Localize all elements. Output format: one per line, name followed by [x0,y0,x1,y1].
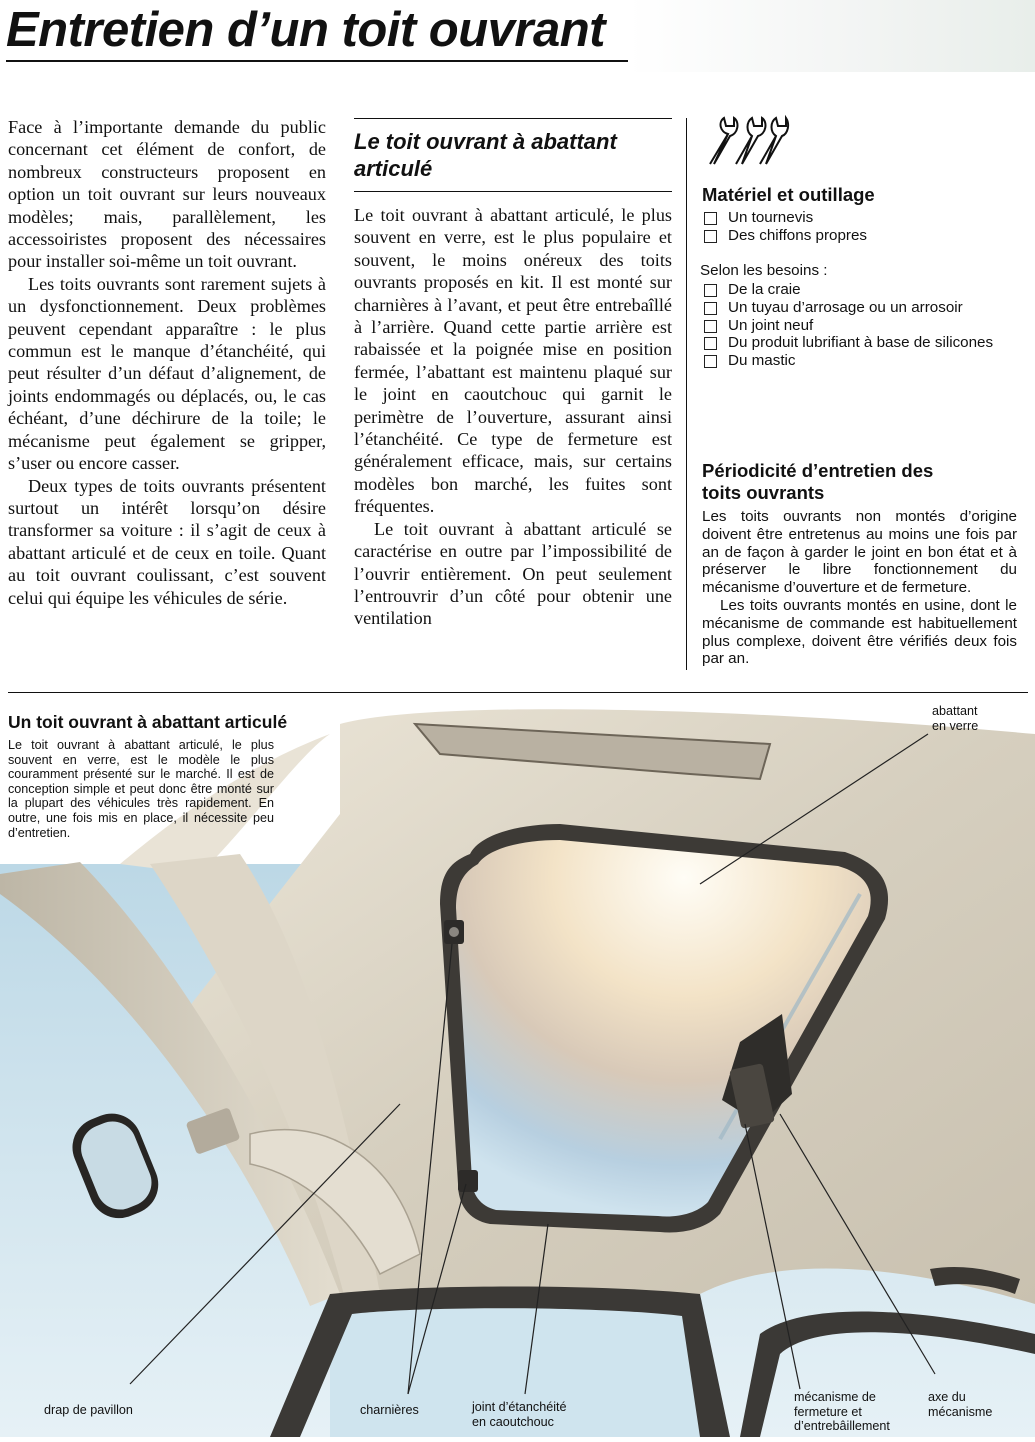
figure-caption-title: Un toit ouvrant à abattant articulé [8,712,288,732]
section-rule-bottom [354,191,672,192]
tools-heading: Matériel et outillage [702,184,875,205]
optional-list [702,281,1016,370]
label-hinges: charnières [360,1403,419,1417]
checkbox-icon [704,337,717,350]
optional-item-label: Du produit lubrifiant à base de silicones [728,334,994,352]
intro-paragraph: Face à l’importante demande du public concernant cet élément de confort, de nombreux constructeurs proposent en option un toit ouvrant sur leurs nouveaux modèles; mais, parallèlement, les accessoiristes proposent des nécessaires pour installer soi-même un toit ouvrant. [8,117,326,272]
period-paragraph: Les toits ouvrants non montés d’origine doivent être entretenus au moins une fois par an de façon à garder le joint en bon état et à préserver le libre fonctionnement du mécanisme d’ouverture et de fermeture. [702,508,1017,597]
optional-heading: Selon les besoins : [700,262,828,279]
title-rule [6,60,628,62]
label-axis: axe du mécanisme [928,1390,993,1419]
checkbox-icon [704,212,717,225]
label-mechanism: mécanisme de fermeture et d’entrebâillement [794,1390,890,1433]
section-paragraph: Le toit ouvrant à abattant articulé, le plus souvent en verre, est le plus populaire et souvent, le moins onéreux des toits ouvrants proposés en kit. Il est monté sur charnières à l’avant, et peut être entrebaîllé à l’arrière. Quand cette partie arrière est rabaissée et la poignée mise en position fermée, l’abattant est maintenu plaqué sur le joint en caoutchouc qui garnit le perimètre de l’ouverture, assurant ainsi l’étanchéité. Ce type de fermeture est généralement efficace, mais, sur certains modèles bon marché, les fuites sont fréquentes. [354,205,672,517]
label-headliner: drap de pavillon [44,1403,133,1417]
figure-caption-text: Le toit ouvrant à abattant articulé, le plus souvent en verre, est le modèle le plus couramment présenté sur le marché. Il est de conception simple et peut donc être monté sur la plupart des véhicules très rapidement. En outre, une fois mis en place, il nécessite peu d’entretien. [8,738,274,840]
tools-item-label: Un tournevis [728,209,814,226]
page-title: Entretien d’un toit ouvrant [6,3,605,57]
tools-list [702,209,1020,245]
optional-item [702,281,1016,299]
checkbox-icon [704,302,717,315]
section-column [354,204,672,670]
section-rule-top [354,118,672,119]
optional-item-label: De la craie [728,281,801,298]
checkbox-icon [704,355,717,368]
checkbox-icon [704,230,717,243]
period-text [702,508,1017,668]
optional-item [702,317,1016,335]
period-paragraph: Les toits ouvrants montés en usine, dont le mécanisme de commande est habituellement plus complexe, doivent être vérifiés deux fois par an. [702,596,1017,668]
label-glass: abattant en verre [932,704,979,733]
tools-item [702,209,1020,227]
tools-item-label: Des chiffons propres [728,226,868,244]
intro-paragraph: Les toits ouvrants sont rarement sujets à un dysfonctionnement. Deux problèmes peuvent cependant apparaître : le plus commun est le manque d’étanchéité, qui peut résulter d’un défaut d’alignement, de joints endommagés ou déplacés, ou, le cas échéant, d’une déchirure de la toile; le mécanisme peut également se gripper, s’user ou encore casser. [8,273,326,474]
intro-paragraph: Deux types de toits ouvrants présentent surtout un intérêt lorsqu’on désire transformer sa voiture : il s’agit de ceux à abattant articulé et de ceux en toile. Quant au toit ouvrant coulissant, c’est souvent celui qui équipe les véhicules de série. [8,475,326,608]
optional-item [702,334,1016,352]
section-paragraph: Le toit ouvrant à abattant articulé se caractérise en outre par l’impossibilité de l’ouvrir entièrement. On peut seulement l’entrouvrir d’un côté pour obtenir une ventilation [354,518,672,629]
header-fade [628,0,1035,72]
figure-rule [8,692,1028,693]
optional-item [702,299,1016,317]
section-heading: Le toit ouvrant à abattant articulé [354,129,617,181]
optional-item [702,352,1016,370]
optional-item-label: Du mastic [728,352,796,370]
wrench-icon [702,112,792,168]
checkbox-icon [704,284,717,297]
intro-column [8,116,326,609]
label-seal: joint d’étanchéité en caoutchouc [472,1400,567,1429]
tools-item [702,227,1020,245]
optional-item-label: Un joint neuf [728,316,814,334]
optional-item-label: Un tuyau d’arrosage ou un arrosoir [728,298,963,316]
checkbox-icon [704,320,717,333]
column-divider [686,118,687,670]
period-heading: Périodicité d’entretien des toits ouvrants [702,460,934,503]
